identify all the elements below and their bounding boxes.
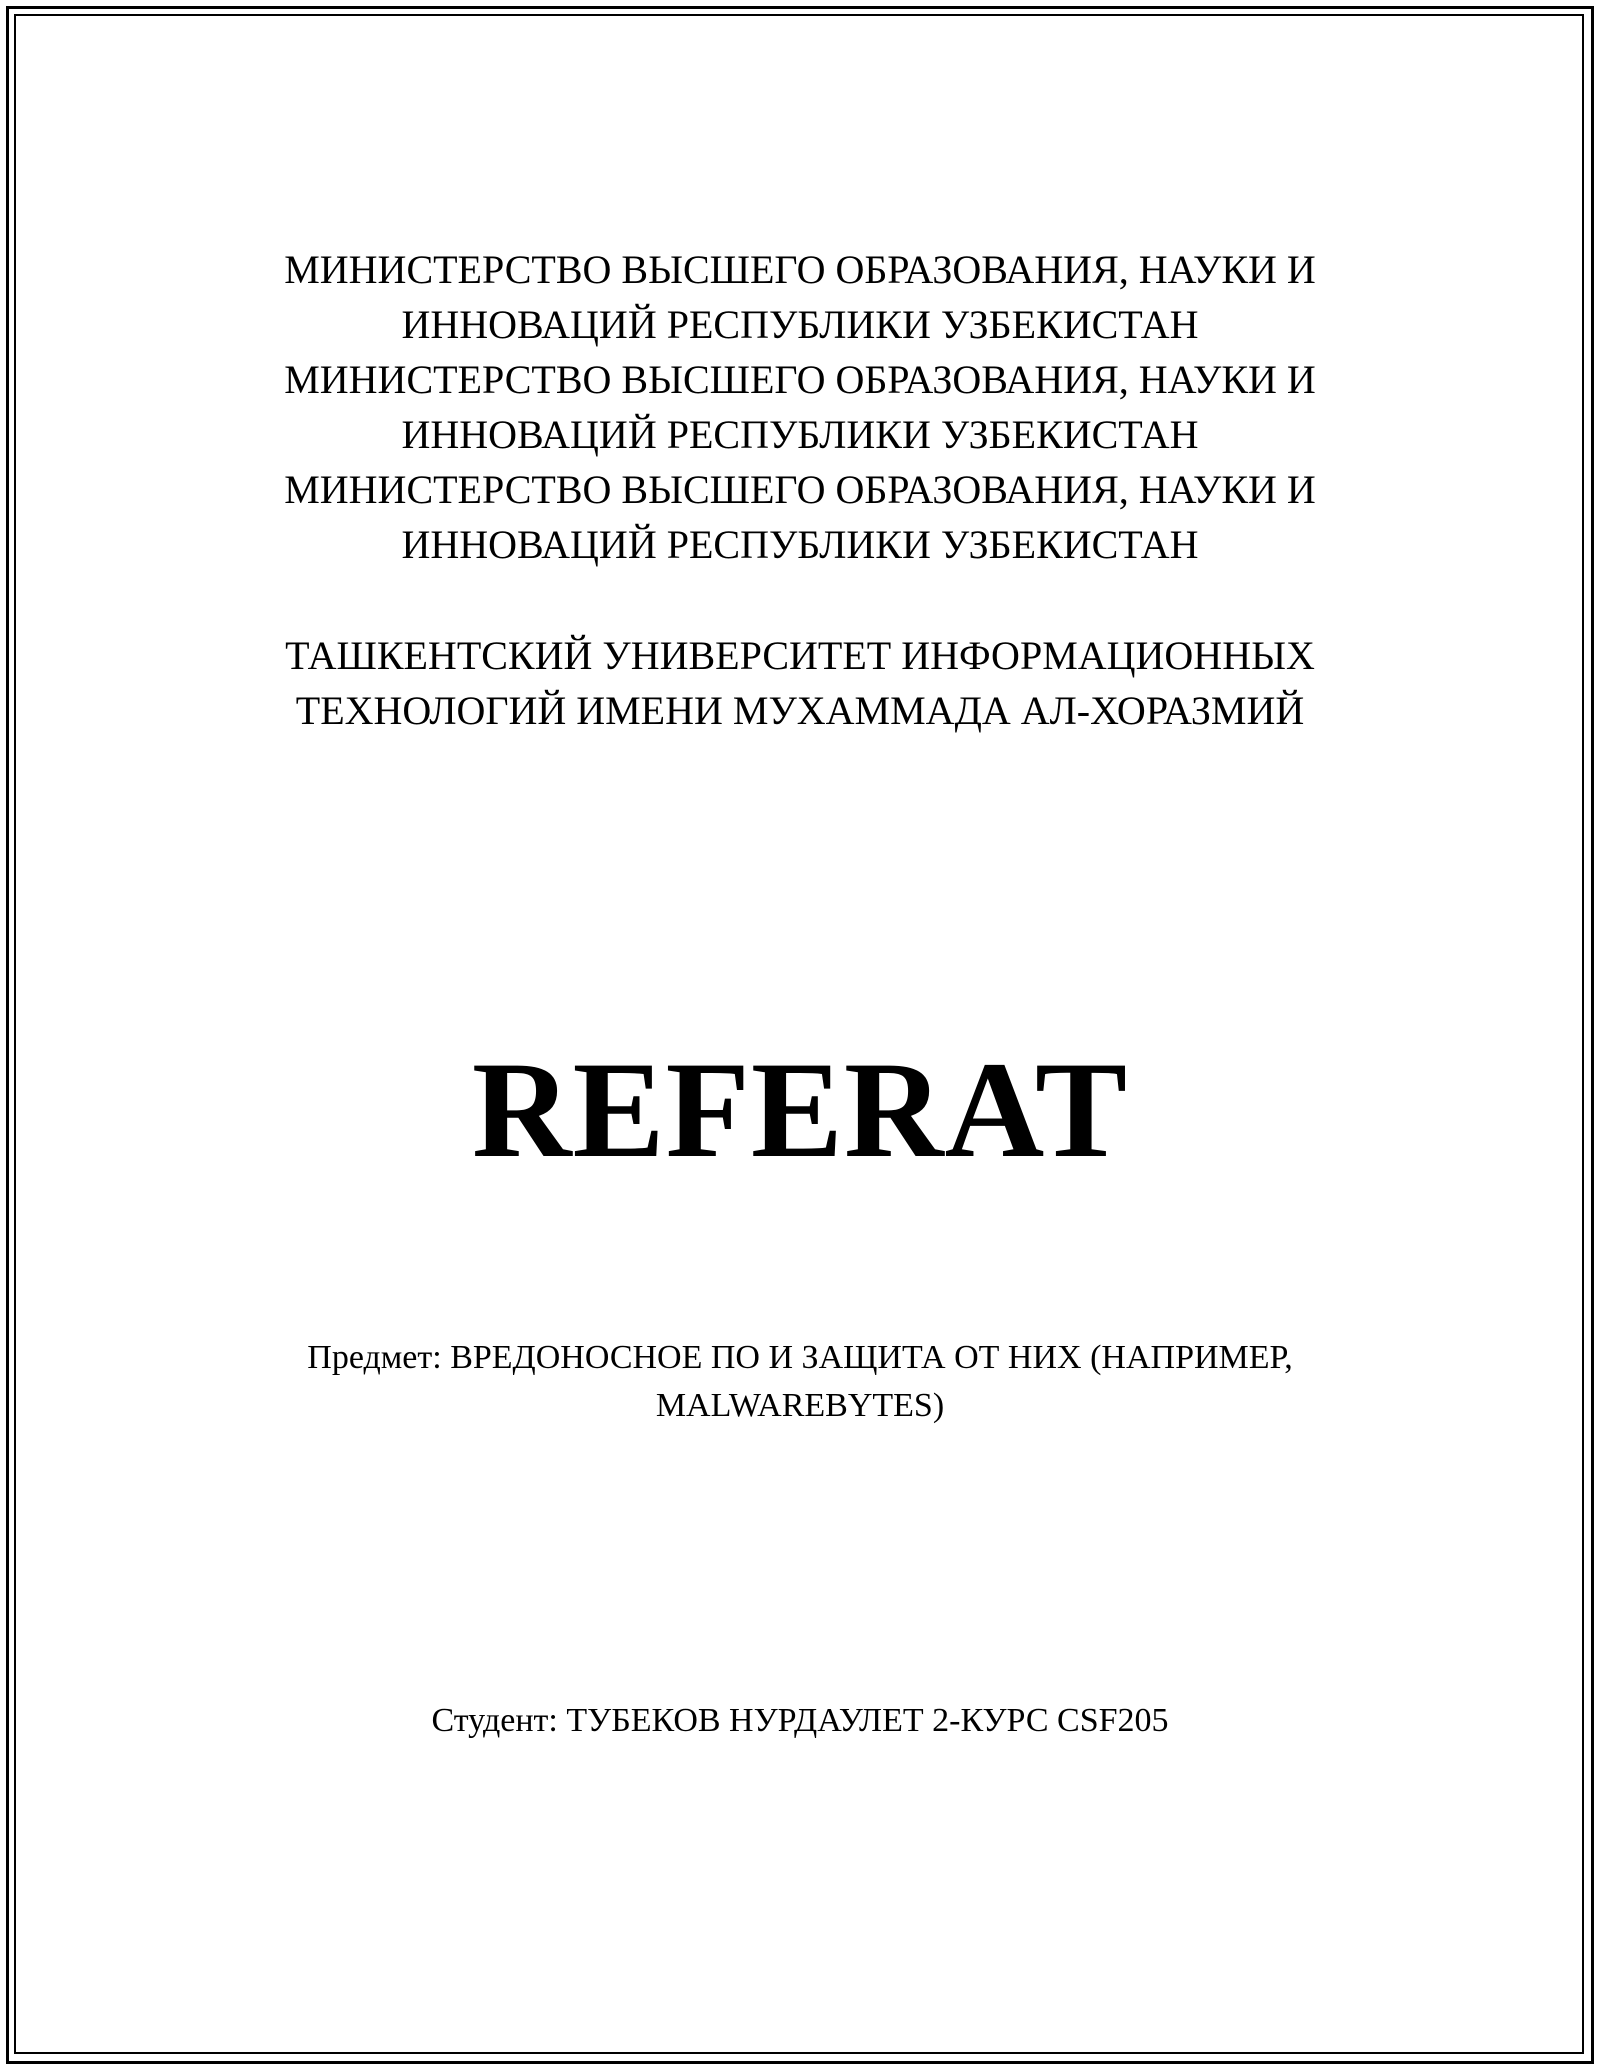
subject xyxy=(200,1334,1400,1430)
document-title: REFERAT xyxy=(471,1033,1129,1186)
ministry-line: ИННОВАЦИЙ РЕСПУБЛИКИ УЗБЕКИСТАН xyxy=(401,302,1199,347)
ministry-line: ИННОВАЦИЙ РЕСПУБЛИКИ УЗБЕКИСТАН xyxy=(401,522,1199,567)
ministry-line: МИНИСТЕРСТВО ВЫСШЕГО ОБРАЗОВАНИЯ, НАУКИ И xyxy=(284,357,1316,402)
ministry-line: МИНИСТЕРСТВО ВЫСШЕГО ОБРАЗОВАНИЯ, НАУКИ И xyxy=(284,247,1316,292)
student-info: Студент: ТУБЕКОВ НУРДАУЛЕТ 2-КУРС CSF205 xyxy=(431,1702,1169,1739)
ministry-header xyxy=(200,242,1400,572)
subject-line-1: Предмет: ВРЕДОНОСНОЕ ПО И ЗАЩИТА ОТ НИХ (НАПРИМЕР, xyxy=(307,1339,1293,1376)
university-line-2: ТЕХНОЛОГИЙ ИМЕНИ МУХАММАДА АЛ-ХОРАЗМИЙ xyxy=(295,688,1305,733)
university-line-1: ТАШКЕНТСКИЙ УНИВЕРСИТЕТ ИНФОРМАЦИОННЫХ xyxy=(285,633,1315,678)
university-name xyxy=(200,628,1400,738)
subject-line-2: MALWAREBYTES) xyxy=(655,1387,945,1424)
ministry-line: МИНИСТЕРСТВО ВЫСШЕГО ОБРАЗОВАНИЯ, НАУКИ И xyxy=(284,467,1316,512)
ministry-line: ИННОВАЦИЙ РЕСПУБЛИКИ УЗБЕКИСТАН xyxy=(401,412,1199,457)
